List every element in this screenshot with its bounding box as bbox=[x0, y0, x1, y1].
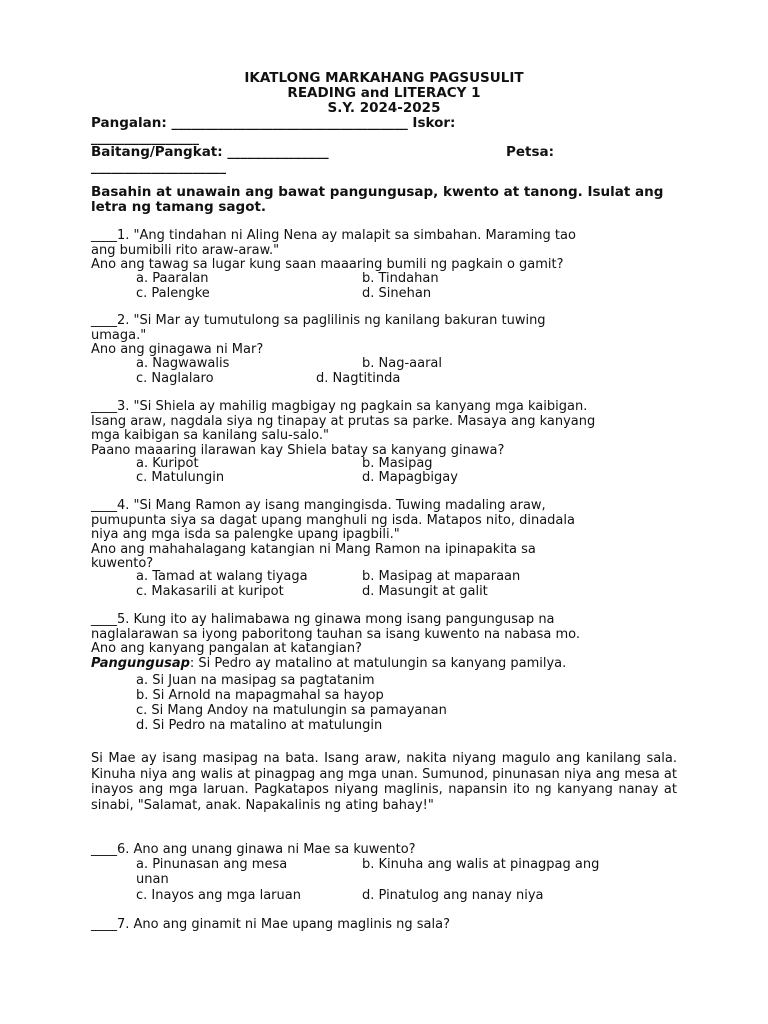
q4-option-a: a. Tamad at walang tiyaga bbox=[136, 569, 308, 584]
example-sentence: Pangungusap: Si Pedro ay matalino at matulungin sa kanyang pamilya. bbox=[91, 655, 567, 671]
date-label: Petsa: bbox=[506, 144, 555, 160]
q3-option-c: c. Matulungin bbox=[136, 470, 225, 485]
q1-option-b: b. Tindahan bbox=[362, 271, 439, 286]
q3-option-a: a. Kuripot bbox=[136, 456, 199, 471]
question-6: ____6. Ano ang unang ginawa ni Mae sa kuwento? bbox=[91, 842, 416, 857]
exam-title: IKATLONG MARKAHANG PAGSUSULIT bbox=[244, 70, 524, 86]
reading-passage: Si Mae ay isang masipag na bata. Isang araw, nakita niyang magulo ang kanilang sala. Kinuha niya ang walis at pinagpag ang mga unan. Sumunod, pinunasan niya ang mesa at inayos ang mga laruan. Pagkatapos niyang maglinis, napansin ito ng kanyang nanay at sinabi, "Salamat, anak. Napakalinis ng ating bahay!" bbox=[91, 751, 677, 813]
q3-option-d: d. Mapagbigay bbox=[362, 470, 458, 485]
name-score-label: Pangalan: ___________________________________ Iskor: bbox=[91, 115, 456, 131]
question-4: ____4. "Si Mang Ramon ay isang mangingisda. Tuwing madaling araw, pumupunta siya sa dagat upang manghuli ng isda. Matapos nito, dinadala niya ang mga isda sa palengke upang ipagbili." Ano ang mahahalagang katangian ni Mang Ramon na ipinapakita sa kuwento? bbox=[91, 498, 575, 571]
q5-option-d: d. Si Pedro na matalino at matulungin bbox=[136, 718, 383, 733]
q2-option-b: b. Nag-aaral bbox=[362, 356, 443, 371]
q2-option-c: c. Naglalaro bbox=[136, 371, 214, 386]
q6-option-b-cont: unan bbox=[136, 872, 169, 887]
q6-option-d: d. Pinatulog ang nanay niya bbox=[362, 888, 544, 903]
q6-option-b: b. Kinuha ang walis at pinagpag ang bbox=[362, 857, 600, 872]
q1-option-d: d. Sinehan bbox=[362, 286, 432, 301]
q2-option-d: d. Nagtitinda bbox=[316, 371, 401, 386]
q4-option-d: d. Masungit at galit bbox=[362, 584, 488, 599]
q2-option-a: a. Nagwawalis bbox=[136, 356, 230, 371]
question-5: ____5. Kung ito ay halimabawa ng ginawa mong isang pangungusap na naglalarawan sa iyong paboritong tauhan sa isang kuwento na nabasa mo. Ano ang kanyang pangalan at katangian? Pangungusap: Si Pedro ay matalino at matulungin sa kanyang pamilya. bbox=[91, 613, 671, 671]
school-year: S.Y. 2024-2025 bbox=[327, 100, 441, 116]
question-7: ____7. Ano ang ginamit ni Mae upang maglinis ng sala? bbox=[91, 917, 450, 932]
exam-subject: READING and LITERACY 1 bbox=[287, 85, 481, 101]
question-1: ____1. "Ang tindahan ni Aling Nena ay malapit sa simbahan. Maraming tao ang bumibili rito araw-araw." Ano ang tawag sa lugar kung saan maaaring bumili ng pagkain o gamit? bbox=[91, 228, 576, 272]
q6-option-c: c. Inayos ang mga laruan bbox=[136, 888, 301, 903]
grade-section-label: Baitang/Pangkat: _______________ bbox=[91, 144, 329, 160]
q5-option-c: c. Si Mang Andoy na matulungin sa pamayanan bbox=[136, 703, 447, 718]
q4-option-b: b. Masipag at maparaan bbox=[362, 569, 521, 584]
q1-option-c: c. Palengke bbox=[136, 286, 210, 301]
score-line: ________________ bbox=[91, 130, 199, 146]
exam-header bbox=[0, 71, 768, 116]
question-3: ____3. "Si Shiela ay mahilig magbigay ng pagkain sa kanyang mga kaibigan. Isang araw, nagdala siya ng tinapay at prutas sa parke. Masaya ang kanyang mga kaibigan sa kanilang salu-salo." Paano maaaring ilarawan kay Shiela batay sa kanyang ginawa? bbox=[91, 399, 596, 458]
question-2: ____2. "Si Mar ay tumutulong sa paglilinis ng kanilang bakuran tuwing umaga." Ano ang ginagawa ni Mar? bbox=[91, 313, 546, 357]
instructions: Basahin at unawain ang bawat pangungusap, kwento at tanong. Isulat ang letra ng tamang sagot. bbox=[91, 184, 664, 215]
q1-option-a: a. Paaralan bbox=[136, 271, 209, 286]
q6-option-a: a. Pinunasan ang mesa bbox=[136, 857, 288, 872]
sentence-label: Pangungusap bbox=[91, 655, 190, 671]
date-line: ____________________ bbox=[91, 159, 226, 175]
name-score-row bbox=[91, 115, 455, 131]
q4-option-c: c. Makasarili at kuripot bbox=[136, 584, 284, 599]
q5-option-a: a. Si Juan na masipag sa pagtatanim bbox=[136, 673, 375, 688]
q3-option-b: b. Masipag bbox=[362, 456, 433, 471]
grade-section-row bbox=[91, 144, 329, 160]
q5-option-b: b. Si Arnold na mapagmahal sa hayop bbox=[136, 688, 384, 703]
